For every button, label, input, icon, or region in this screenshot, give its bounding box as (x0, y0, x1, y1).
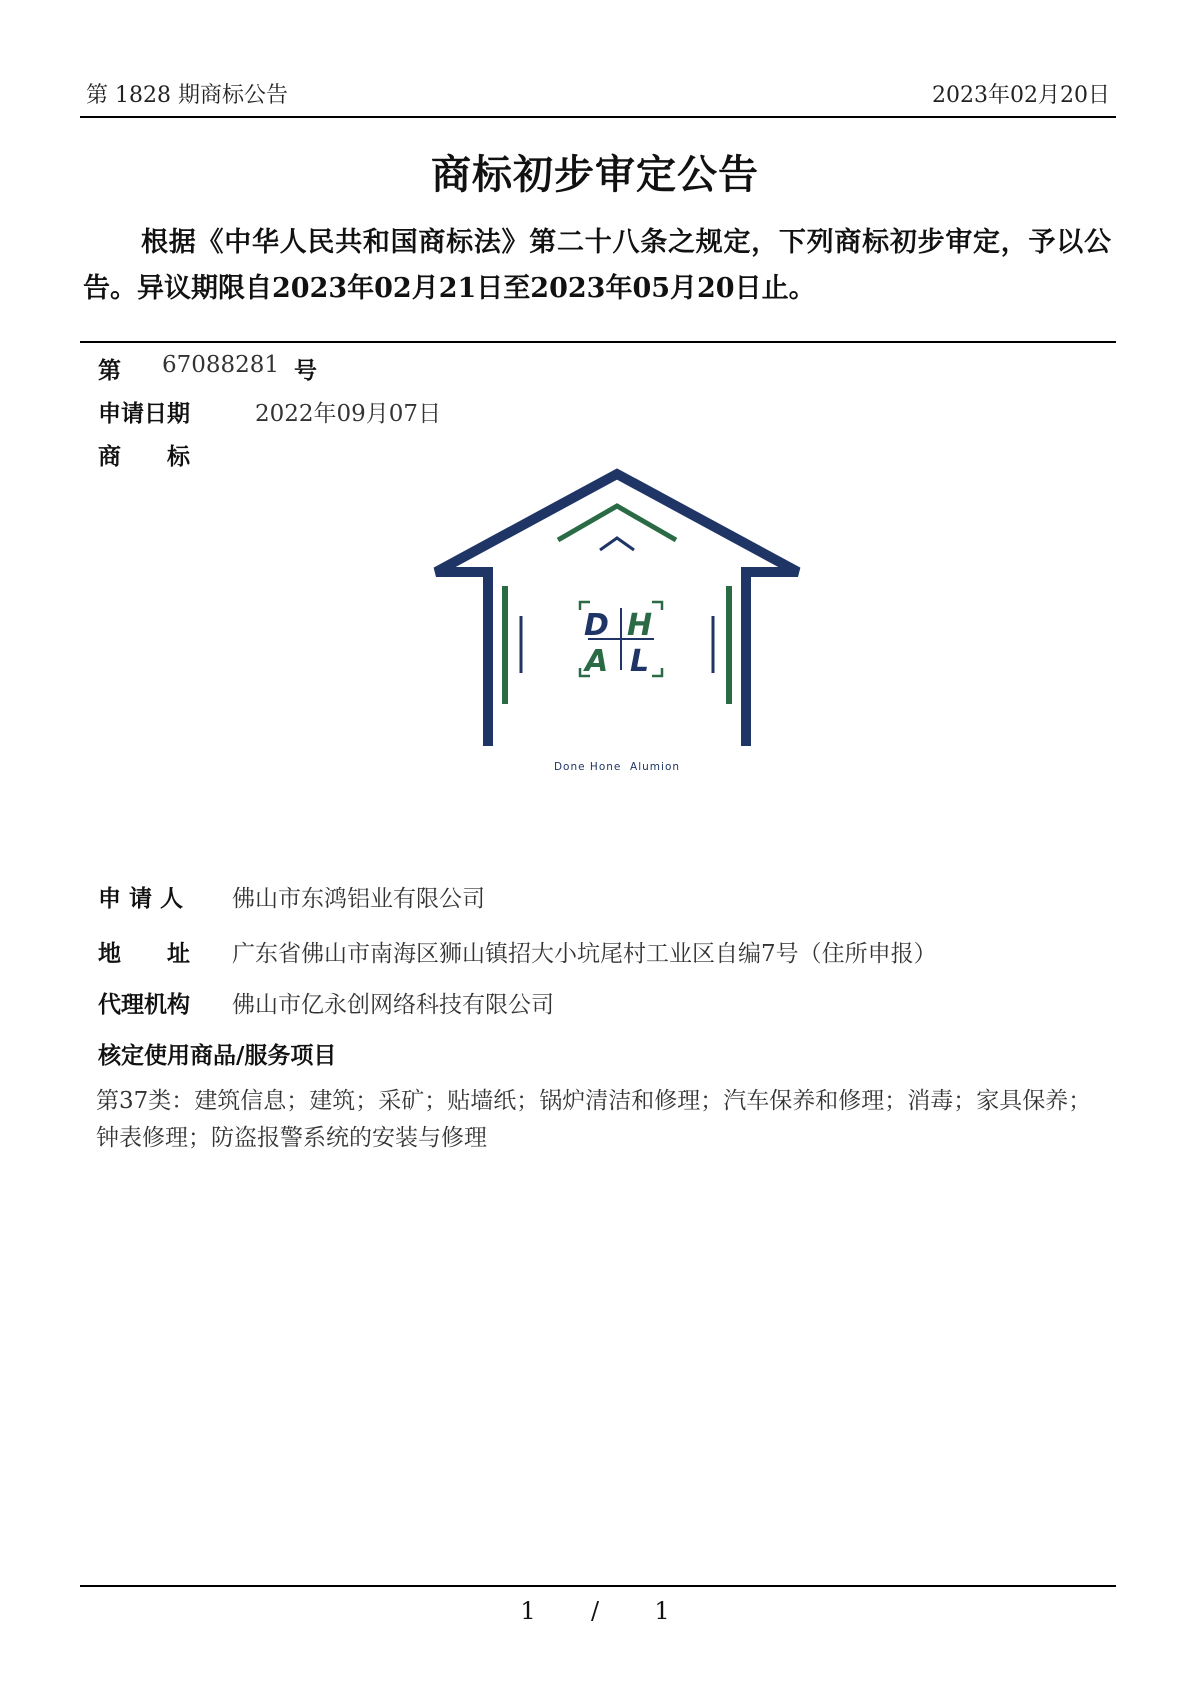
page-title: 商标初步审定公告 (431, 151, 759, 198)
address-value: 广东省佛山市南海区狮山镇招大小坑尾村工业区自编7号（住所申报） (232, 941, 937, 967)
page-indicator (0, 1597, 1190, 1625)
logo-letter-a: A (585, 644, 609, 679)
agency-label: 代理机构 (98, 992, 190, 1018)
registration-prefix: 第 (98, 358, 121, 384)
page-separator: / (590, 1597, 600, 1625)
goods-text: 第37类：建筑信息；建筑；采矿；贴墙纸；锅炉清洁和修理；汽车保养和修理；消毒；家具保养；钟表修理；防盗报警系统的安装与修理 (96, 1088, 1092, 1151)
issue-date: 2023年02月20日 (932, 83, 1110, 108)
footer-divider (80, 1585, 1116, 1587)
application-date-value: 2022年09月07日 (255, 401, 442, 427)
applicant-label: 申 请 人 (98, 886, 184, 912)
intro-divider (80, 341, 1116, 343)
registration-suffix: 号 (294, 358, 317, 384)
address-label: 地 址 (98, 941, 190, 967)
intro-paragraph: 根据《中华人民共和国商标法》第二十八条之规定，下列商标初步审定，予以公告。异议期限自2023年02月21日至2023年05月20日止。 (83, 227, 1111, 304)
applicant-value: 佛山市东鸿铝业有限公司 (232, 886, 485, 912)
logo-letter-d: D (584, 608, 609, 643)
logo-bracket-br (652, 668, 662, 676)
trademark-logo (430, 468, 804, 778)
logo-roof-outer (436, 474, 798, 746)
mark-label: 商 标 (98, 444, 190, 470)
issue-number: 第 1828 期商标公告 (86, 83, 288, 108)
page-current: 1 (520, 1597, 536, 1625)
application-date-label: 申请日期 (98, 401, 190, 427)
logo-chevron (600, 538, 634, 550)
logo-letter-l: L (630, 644, 650, 679)
logo-caption: Done Hone Alumion (553, 761, 681, 773)
logo-bracket-tr (652, 602, 662, 610)
agency-value: 佛山市亿永创网络科技有限公司 (232, 992, 554, 1018)
logo-roof-inner (558, 506, 676, 540)
registration-number: 67088281 (162, 352, 280, 378)
goods-heading: 核定使用商品/服务项目 (98, 1043, 337, 1069)
page-total: 1 (654, 1597, 670, 1625)
header-divider (80, 116, 1116, 118)
logo-letter-h: H (627, 608, 653, 643)
